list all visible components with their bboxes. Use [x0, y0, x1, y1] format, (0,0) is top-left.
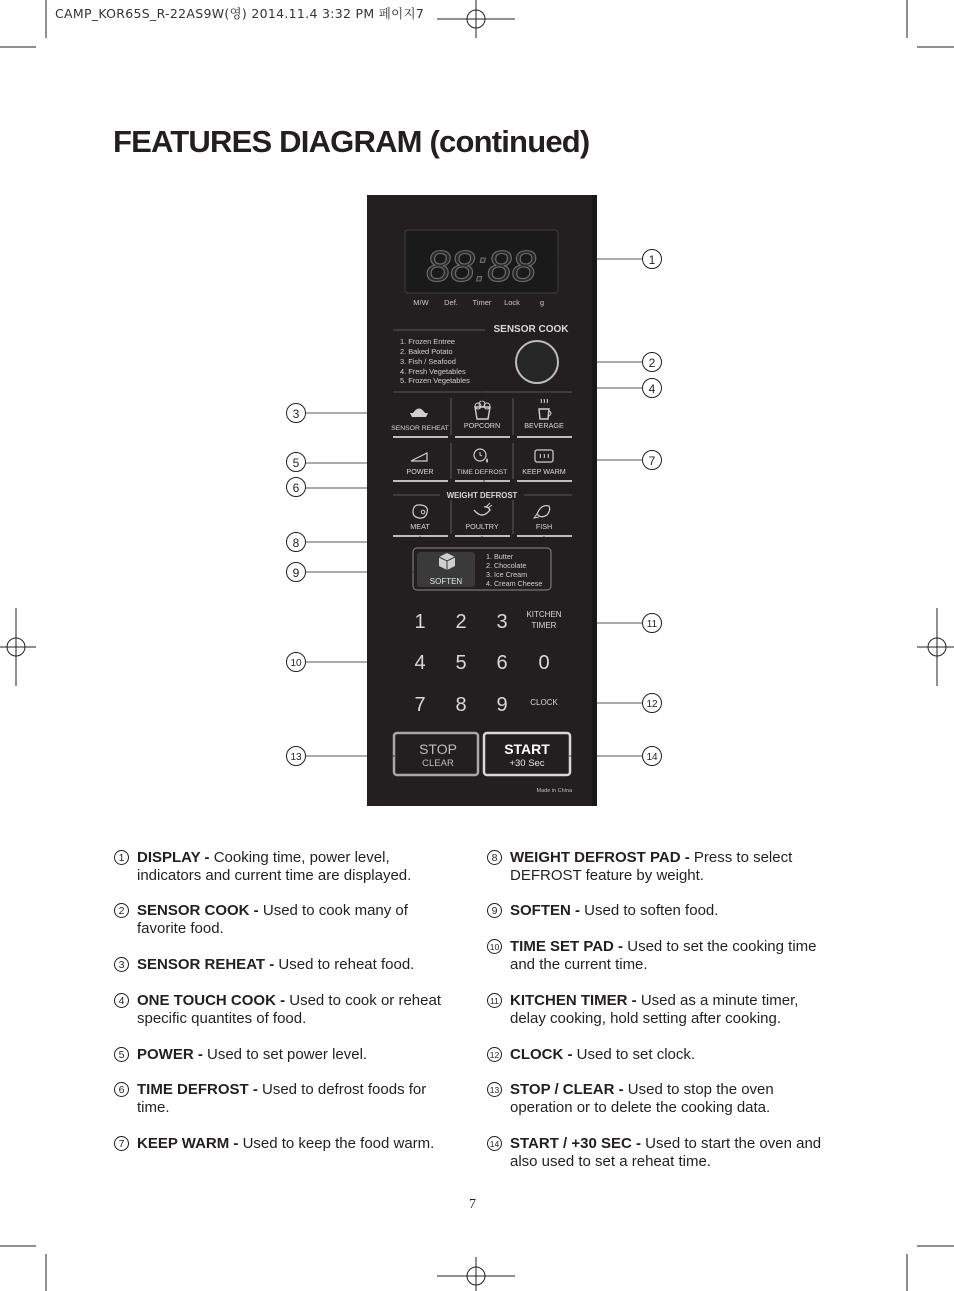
svg-text:5: 5: [292, 456, 300, 470]
feature-text: Used as a minute timer, delay cooking, hold setting after cooking.: [510, 992, 799, 1027]
callout-9: [287, 563, 306, 582]
weight-defrost-label: WEIGHT DEFROST: [446, 491, 518, 500]
svg-text:10: 10: [290, 658, 302, 669]
soften-item: 4. Cream Cheese: [486, 579, 543, 588]
callout-8: [287, 533, 306, 552]
svg-text:14: 14: [646, 752, 658, 763]
svg-text:9: 9: [292, 566, 300, 580]
feature-text: Used to defrost foods for time.: [137, 1081, 427, 1116]
sensor-cook-item: 1. Frozen Entree: [400, 337, 456, 346]
svg-text:SOFTEN: SOFTEN: [429, 577, 463, 586]
svg-text:KITCHEN: KITCHEN: [526, 610, 562, 619]
feature-number: 1: [114, 850, 129, 865]
callout-11: [643, 614, 662, 633]
feature-description: [487, 992, 827, 1028]
indicator-def: Def.: [444, 298, 458, 307]
svg-text:7: 7: [648, 454, 656, 468]
svg-text:STOP: STOP: [419, 741, 457, 757]
feature-text: Cooking time, power level, indicators and current time are displayed.: [137, 849, 412, 884]
callout-14: [643, 747, 662, 766]
feature-number: 13: [487, 1082, 502, 1097]
soften-item: 3. Ice Cream: [486, 570, 528, 579]
feature-description: [487, 938, 827, 974]
feature-number: 12: [487, 1047, 502, 1062]
callout-12: [643, 694, 662, 713]
feature-number: 11: [487, 993, 502, 1008]
feature-number: 10: [487, 939, 502, 954]
feature-text: Used to start the oven and also used to set a reheat time.: [510, 1135, 822, 1170]
feature-text: Used to set the cooking time and the current time.: [510, 938, 817, 973]
feature-description: [114, 956, 454, 974]
sensor-cook-item: 2. Baked Potato: [400, 347, 453, 356]
feature-number: 2: [114, 903, 129, 918]
feature-description: [487, 1135, 827, 1171]
feature-description: [487, 902, 827, 920]
feature-text: Used to stop the oven operation or to delete the cooking data.: [510, 1081, 774, 1116]
feature-number: 6: [114, 1082, 129, 1097]
made-in-label: Made in China: [536, 788, 572, 794]
key-7: 7: [414, 694, 426, 716]
feature-term: START / +30 SEC -: [510, 1135, 642, 1152]
feature-text: Used to set power level.: [202, 1046, 368, 1063]
feature-term: TIME SET PAD -: [510, 938, 624, 955]
svg-text:12: 12: [646, 699, 658, 710]
callout-4: [643, 379, 662, 398]
svg-text:POWER: POWER: [406, 467, 434, 476]
svg-text:FISH: FISH: [535, 522, 553, 531]
feature-term: DISPLAY -: [137, 849, 210, 866]
callout-7: [643, 451, 662, 470]
key-0: 0: [538, 652, 550, 674]
svg-text:+30 Sec: +30 Sec: [509, 758, 545, 769]
callout-5: [287, 453, 306, 472]
svg-text:13: 13: [290, 752, 302, 763]
svg-text:8: 8: [292, 536, 300, 550]
clock-button: CLOCK: [530, 698, 558, 707]
feature-text: Used to soften food.: [580, 902, 719, 919]
svg-text:1: 1: [648, 253, 656, 267]
feature-term: WEIGHT DEFROST PAD -: [510, 849, 690, 866]
display-digits: 88:88: [425, 242, 537, 291]
page-title: FEATURES DIAGRAM (continued): [113, 124, 590, 159]
key-1: 1: [414, 611, 426, 633]
svg-text:2: 2: [648, 356, 656, 370]
svg-text:CLEAR: CLEAR: [422, 758, 454, 769]
feature-term: CLOCK -: [510, 1046, 573, 1063]
svg-text:MEAT: MEAT: [410, 522, 430, 531]
feature-number: 4: [114, 993, 129, 1008]
feature-description: [114, 1081, 454, 1117]
feature-description: [114, 1046, 454, 1064]
sensor-cook-item: 4. Fresh Vegetables: [400, 367, 466, 376]
print-header: CAMP_KOR65S_R-22AS9W(영) 2014.11.4 3:32 PM 페이지7: [55, 6, 425, 21]
soften-item: 1. Butter: [486, 552, 514, 561]
svg-text:SENSOR REHEAT: SENSOR REHEAT: [391, 425, 449, 432]
feature-term: TIME DEFROST -: [137, 1081, 258, 1098]
page-number: 7: [469, 1197, 476, 1212]
feature-term: SENSOR REHEAT -: [137, 956, 275, 973]
sensor-cook-item: 5. Frozen Vegetables: [400, 376, 470, 385]
svg-text:TIME DEFROST: TIME DEFROST: [456, 469, 508, 476]
feature-description: [487, 1081, 827, 1117]
feature-description: [114, 1135, 454, 1153]
feature-text: Used to reheat food.: [274, 956, 415, 973]
feature-description: [114, 992, 454, 1028]
svg-text:START: START: [504, 741, 550, 757]
feature-text: Used to cook many of favorite food.: [137, 902, 408, 937]
feature-text: Used to keep the food warm.: [238, 1135, 435, 1152]
indicator-mw: M/W: [413, 298, 429, 307]
svg-text:3: 3: [292, 407, 300, 421]
key-5: 5: [455, 652, 467, 674]
callout-10: [287, 653, 306, 672]
feature-text: Press to select DEFROST feature by weight.: [510, 849, 793, 884]
svg-text:POPCORN: POPCORN: [463, 421, 501, 430]
indicator-g: g: [539, 298, 545, 307]
svg-text:POULTRY: POULTRY: [465, 522, 499, 531]
feature-number: 9: [487, 903, 502, 918]
key-6: 6: [496, 652, 508, 674]
svg-text:TIMER: TIMER: [531, 621, 557, 630]
feature-text: Used to set clock.: [572, 1046, 696, 1063]
feature-number: 8: [487, 850, 502, 865]
feature-term: ONE TOUCH COOK -: [137, 992, 286, 1009]
sensor-cook-knob: [516, 341, 558, 383]
feature-description: [114, 849, 454, 885]
feature-number: 3: [114, 957, 129, 972]
svg-text:4: 4: [648, 382, 656, 396]
callout-2: [643, 353, 662, 372]
feature-description: [114, 902, 454, 938]
svg-text:KEEP WARM: KEEP WARM: [522, 467, 566, 476]
callout-13: [287, 747, 306, 766]
feature-number: 5: [114, 1047, 129, 1062]
callout-1: [643, 250, 662, 269]
feature-term: POWER -: [137, 1046, 203, 1063]
svg-text:11: 11: [646, 619, 658, 630]
key-3: 3: [496, 611, 508, 633]
key-8: 8: [455, 694, 467, 716]
sensor-cook-item: 3. Fish / Seafood: [400, 357, 456, 366]
feature-term: SOFTEN -: [510, 902, 580, 919]
key-4: 4: [414, 652, 426, 674]
svg-text:BEVERAGE: BEVERAGE: [524, 421, 564, 430]
feature-term: STOP / CLEAR -: [510, 1081, 624, 1098]
feature-description: [487, 849, 827, 885]
indicator-timer: Timer: [472, 298, 492, 307]
feature-number: 7: [114, 1136, 129, 1151]
svg-text:6: 6: [292, 481, 300, 495]
key-9: 9: [496, 694, 508, 716]
key-2: 2: [455, 611, 467, 633]
sensor-cook-label: SENSOR COOK: [493, 324, 569, 335]
feature-text: Used to cook or reheat specific quantites of food.: [137, 992, 441, 1027]
callout-6: [287, 478, 306, 497]
soften-item: 2. Chocolate: [486, 561, 527, 570]
feature-term: KEEP WARM -: [137, 1135, 239, 1152]
feature-number: 14: [487, 1136, 502, 1151]
display-window: [405, 230, 558, 293]
feature-term: KITCHEN TIMER -: [510, 992, 637, 1009]
indicator-lock: Lock: [504, 298, 520, 307]
feature-term: SENSOR COOK -: [137, 902, 259, 919]
feature-description: [487, 1046, 827, 1064]
callout-3: [287, 404, 306, 423]
